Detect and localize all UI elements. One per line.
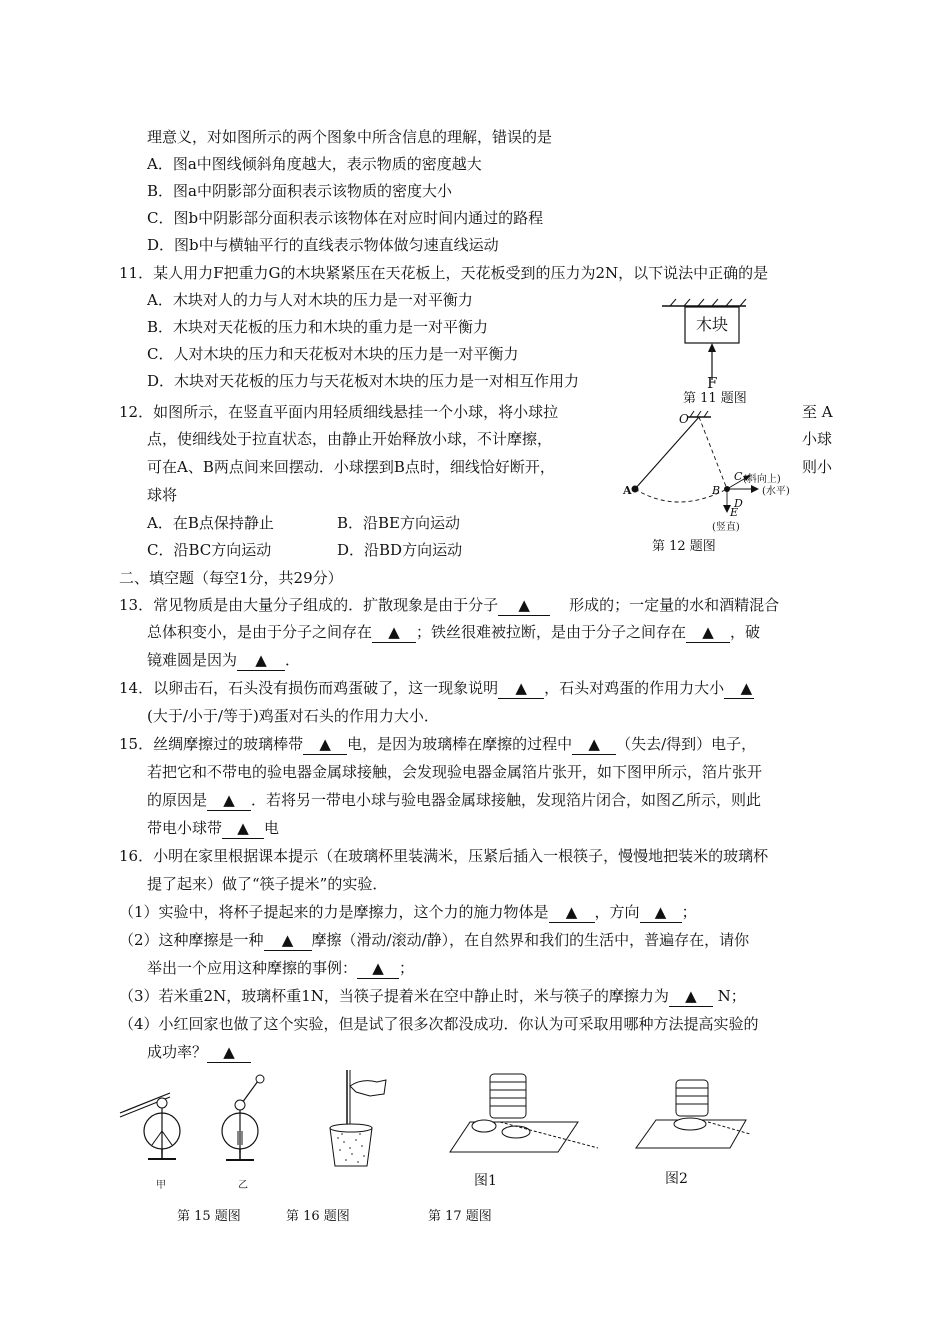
answer-blank[interactable]: ▲ <box>207 790 251 811</box>
q10-stem: 理意义，对如图所示的两个图象中所含信息的理解，错误的是 <box>147 128 553 146</box>
q14-line1: 14．以卵击石，石头没有损伤而鸡蛋破了，这一现象说明 ▲ ，石头对鸡蛋的作用力大小 ▲ <box>119 679 753 697</box>
fig17-2-label: 图2 <box>665 1171 688 1187</box>
q12-line3-end: 则小 <box>802 458 833 476</box>
q16-sub4: （4）小红回家也做了这个实验，但是试了很多次都没成功．你认为可采取用哪种方法提高实验的 <box>119 1015 759 1033</box>
q12-line2: 点，使细线处于拉直状态，由静止开始释放小球，不计摩擦， <box>147 430 553 448</box>
q12-label-b: B <box>712 484 721 497</box>
q12-figure-caption: 第 12 题图 <box>652 539 716 554</box>
q11-option-b: B．木块对天花板的压力和木块的重力是一对平衡力 <box>147 318 489 336</box>
answer-blank[interactable]: ▲ <box>498 595 550 616</box>
q16-sub4-cont: 成功率？ ▲ <box>147 1042 251 1063</box>
answer-blank[interactable]: ▲ <box>669 986 713 1007</box>
answer-blank[interactable]: ▲ <box>303 734 347 755</box>
section-2-heading: 二、填空题（每空1分，共29分） <box>119 569 343 587</box>
q14-line2: (大于/小于/等于)鸡蛋对石头的作用力大小． <box>147 707 439 725</box>
q11-block-label: 木块 <box>696 315 729 334</box>
q12-line4: 球将 <box>147 486 178 504</box>
q12-option-d: D．沿BD方向运动 <box>337 541 463 559</box>
q15-line1: 15．丝绸摩擦过的玻璃棒带 ▲ 电，是因为玻璃棒在摩擦的过程中 ▲ （失去/得到）电子， <box>119 735 757 753</box>
fig17-1-figure <box>448 1070 598 1160</box>
q12-line1-end: 至 A <box>802 403 833 421</box>
answer-blank[interactable]: ▲ <box>372 622 416 643</box>
q10-option-a: A．图a中图线倾斜角度越大，表示物质的密度越大 <box>147 155 482 173</box>
q10-option-c: C．图b中阴影部分面积表示该物体在对应时间内通过的路程 <box>147 209 544 227</box>
figure-16-caption: 第 16 题图 <box>286 1209 350 1224</box>
q16-sub2: （2）这种摩擦是一种 ▲ 摩擦（滑动/滚动/静），在自然界和我们的生活中，普遍存在，请你 <box>119 931 750 949</box>
q15-line3: 的原因是 ▲ ．若将另一带电小球与验电器金属球接触，发现箔片闭合，如图乙所示，则此 <box>147 791 762 809</box>
q10-option-b: B．图a中阴影部分面积表示该物质的密度大小 <box>147 182 452 200</box>
q16-sub3: （3）若米重2N，玻璃杯重1N，当筷子提着米在空中静止时，米与筷子的摩擦力为 ▲ N； <box>119 987 746 1005</box>
q16-sub1: （1）实验中，将杯子提起来的力是摩擦力，这个力的施力物体是 ▲ ，方向 ▲ ； <box>119 903 697 921</box>
chopstick-rice-figure <box>322 1068 392 1168</box>
answer-blank[interactable]: ▲ <box>724 678 754 699</box>
q11-figure <box>660 298 750 398</box>
q11-option-a: A．木块对人的力与人对木块的压力是一对平衡力 <box>147 291 473 309</box>
answer-blank[interactable]: ▲ <box>207 1042 251 1063</box>
figure-17-caption: 第 17 题图 <box>428 1209 492 1224</box>
answer-blank[interactable]: ▲ <box>222 818 264 839</box>
fig17-2-figure <box>634 1076 754 1156</box>
q12-label-c: C <box>734 470 743 483</box>
q11-option-d: D．木块对天花板的压力与天花板对木块的压力是一对相互作用力 <box>147 372 580 390</box>
q11-force-label: F <box>707 374 718 392</box>
q16-sub2-cont: 举出一个应用这种摩擦的事例： ▲ ； <box>147 959 415 977</box>
electroscope-jia-label: 甲 <box>156 1180 166 1191</box>
electroscope-jia-figure <box>118 1085 198 1175</box>
q11-stem: 11．某人用力F把重力G的木块紧紧压在天花板上，天花板受到的压力为2N，以下说法中正确的是 <box>119 264 769 282</box>
answer-blank[interactable]: ▲ <box>264 930 312 951</box>
q15-line2: 若把它和不带电的验电器金属球接触，会发现验电器金属箔片张开，如下图甲所示，箔片张开 <box>147 763 763 781</box>
answer-blank[interactable]: ▲ <box>549 902 595 923</box>
answer-blank[interactable]: ▲ <box>640 902 682 923</box>
q12-option-c: C．沿BC方向运动 <box>147 541 272 559</box>
q12-option-a: A．在B点保持静止 <box>147 514 274 532</box>
q16-line1: 16．小明在家里根据课本提示（在玻璃杯里装满米，压紧后插入一根筷子，慢慢地把装米的玻璃杯 <box>119 847 769 865</box>
answer-blank[interactable]: ▲ <box>572 734 616 755</box>
q12-label-a: A <box>623 484 632 497</box>
q12-label-e: E <box>730 506 739 519</box>
q12-option-b: B．沿BE方向运动 <box>337 514 460 532</box>
answer-blank[interactable]: ▲ <box>237 650 285 671</box>
answer-blank[interactable]: ▲ <box>357 958 399 979</box>
answer-blank[interactable]: ▲ <box>686 622 730 643</box>
figure-15-caption: 第 15 题图 <box>177 1209 241 1224</box>
q12-line2-end: 小球 <box>802 430 833 448</box>
q12-label-c-note: (斜向上) <box>743 474 781 485</box>
q11-figure-caption: 第 11 题图 <box>683 391 747 406</box>
q13-line1: 13．常见物质是由大量分子组成的．扩散现象是由于分子 ▲ 形成的；一定量的水和酒精混合 <box>119 596 780 614</box>
electroscope-yi-figure <box>210 1075 280 1175</box>
answer-blank[interactable]: ▲ <box>498 678 544 699</box>
q12-label-e-note: (竖直) <box>712 522 740 533</box>
fig17-1-label: 图1 <box>474 1173 497 1189</box>
q12-label-d-note: (水平) <box>762 486 790 497</box>
q12-line1: 12．如图所示，在竖直平面内用轻质细线悬挂一个小球，将小球拉 <box>119 403 559 421</box>
q12-label-d: D <box>734 497 743 510</box>
q10-option-d: D．图b中与横轴平行的直线表示物体做匀速直线运动 <box>147 236 499 254</box>
q13-line3: 镜难圆是因为 ▲ ． <box>147 651 301 669</box>
q12-line3: 可在A、B两点间来回摆动．小球摆到B点时，细线恰好断开， <box>147 458 555 476</box>
q13-line2: 总体积变小，是由于分子之间存在 ▲ ；铁丝很难被拉断，是由于分子之间存在 ▲ ，破 <box>147 623 761 641</box>
electroscope-yi-label: 乙 <box>238 1180 248 1191</box>
q15-line4: 带电小球带 ▲ 电 <box>147 819 280 837</box>
q16-line2: 提了起来）做了“筷子提米”的实验． <box>147 875 388 893</box>
q11-option-c: C．人对木块的压力和天花板对木块的压力是一对平衡力 <box>147 345 519 363</box>
q12-label-o: O <box>679 412 689 426</box>
